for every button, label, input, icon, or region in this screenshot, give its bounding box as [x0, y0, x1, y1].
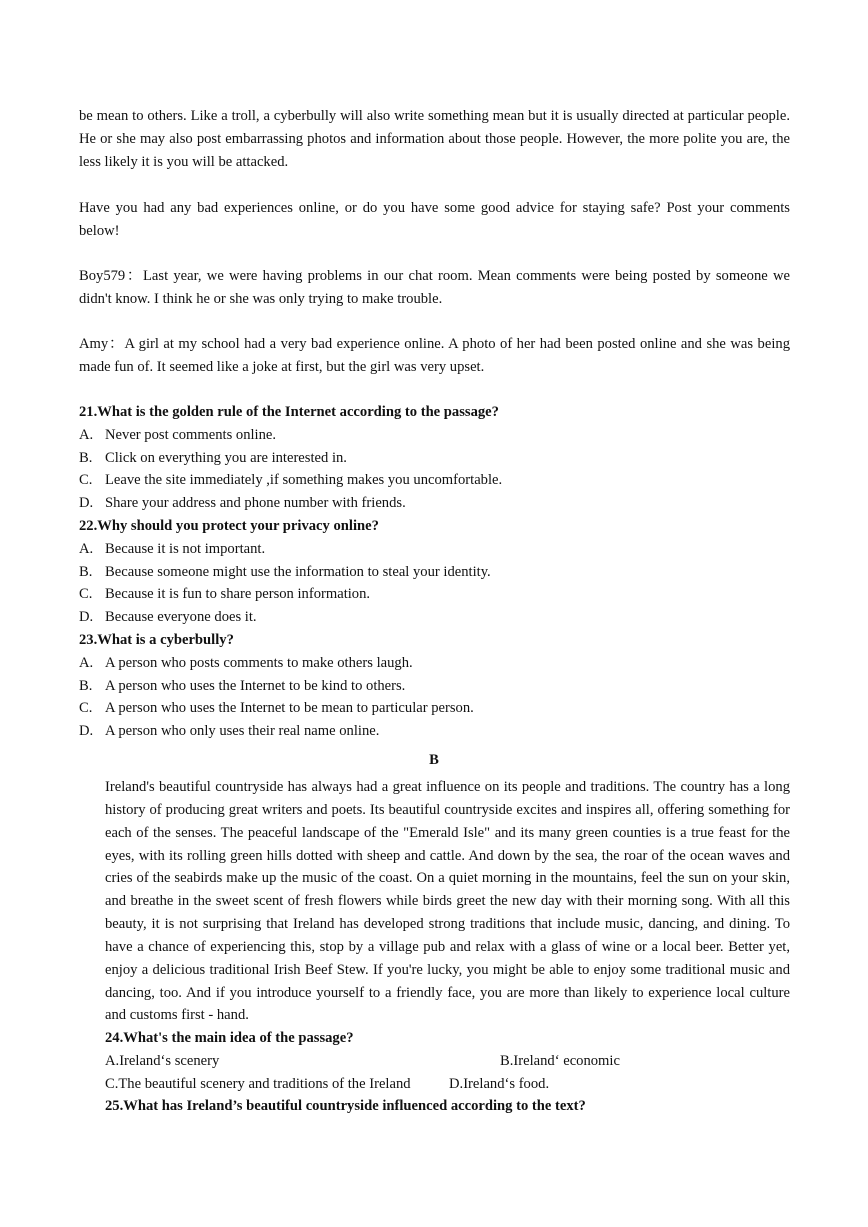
- option-a: A. A person who posts comments to make others laugh.: [79, 654, 413, 671]
- option-c: C. Leave the site immediately ,if something makes you uncomfortable.: [79, 472, 503, 489]
- question-25: 25.What has Ireland’s beautiful countryside influenced according to the text?: [105, 1098, 586, 1115]
- option-c: C. A person who uses the Internet to be mean to particular person.: [79, 700, 474, 717]
- paragraph-call-for-comments: Have you had any bad experiences online, or do you have some good advice for staying safe? Post your comments below!: [79, 200, 790, 239]
- question-text: 21.What is the golden rule of the Internet according to the passage?: [79, 404, 499, 420]
- comment-amy: Amy：A girl at my school had a very bad experience online. A photo of her had been posted online and she was being made fun of. It seemed like a joke at first, but the girl was very upset.: [79, 336, 790, 375]
- option-d: D. A person who only uses their real name online.: [79, 723, 380, 740]
- question-24-block: [105, 1027, 790, 1118]
- option-c: C.The beautiful scenery and traditions of the Ireland: [105, 1075, 411, 1092]
- question-21: [79, 401, 790, 515]
- question-list-a: [79, 401, 790, 743]
- paragraph-cyberbully: be mean to others. Like a troll, a cyberbully will also write something mean but it is usually directed at particular people. He or she may also post embarrassing photos and information about those people. However, the more polite you are, the less likely it is you will be attacked.: [79, 108, 790, 170]
- question-23: [79, 629, 790, 743]
- question-text: 22.Why should you protect your privacy online?: [79, 517, 379, 534]
- question-24: 24.What's the main idea of the passage?: [105, 1030, 354, 1046]
- option-b: B. A person who uses the Internet to be kind to others.: [79, 677, 406, 694]
- option-a: A. Because it is not important.: [79, 540, 266, 557]
- option-a: A.Ireland‘s scenery: [105, 1052, 220, 1069]
- option-b: B.Ireland‘ economic: [500, 1052, 620, 1069]
- option-d: D.Ireland‘s food.: [449, 1075, 550, 1092]
- options-row-cd: [105, 1073, 790, 1096]
- option-a: A. Never post comments online.: [79, 426, 277, 443]
- option-c: C. Because it is fun to share person information.: [79, 586, 371, 603]
- comment-boy579: Boy579：Last year, we were having problems in our chat room. Mean comments were being posted by someone we didn't know. I think he or she was only trying to make trouble.: [79, 268, 790, 307]
- question-22: [79, 515, 790, 629]
- section-heading-b: B: [429, 752, 439, 768]
- passage-ireland: Ireland's beautiful countryside has always had a great influence on its people and traditions. The country has a long history of producing great writers and poets. Its beautiful countryside excites and inspires all, offering something for each of the senses. The peaceful landscape of the "Emerald Isle" and its many green counties is a true feast for the eyes, with its rolling green hills dotted with sheep and cattle. And down by the sea, the roar of the ocean waves and cries of the seabirds make up the music of the coast. On a quiet morning in the mountains, feel the sun on your skin, and breathe in the sweet scent of fresh flowers while birds greet the new day with their morning song. With all this beauty, it is not surprising that Ireland has developed strong traditions that include music, dancing, and dining. To have a chance of experiencing this, stop by a village pub and relax with a glass of wine or a local beer. Better yet, enjoy a delicious traditional Irish Beef Stew. If you're lucky, you might be able to enjoy some traditional music and dancing, too. And if you introduce yourself to a friendly face, you are more than likely to experience local culture and customs first - hand.: [105, 779, 790, 1024]
- question-text: 23.What is a cyberbully?: [79, 631, 234, 648]
- option-b: B. Click on everything you are interested in.: [79, 449, 347, 466]
- option-d: D. Share your address and phone number with friends.: [79, 495, 406, 512]
- option-b: B. Because someone might use the information to steal your identity.: [79, 563, 491, 580]
- options-row-ab: [105, 1050, 790, 1073]
- option-d: D. Because everyone does it.: [79, 609, 257, 626]
